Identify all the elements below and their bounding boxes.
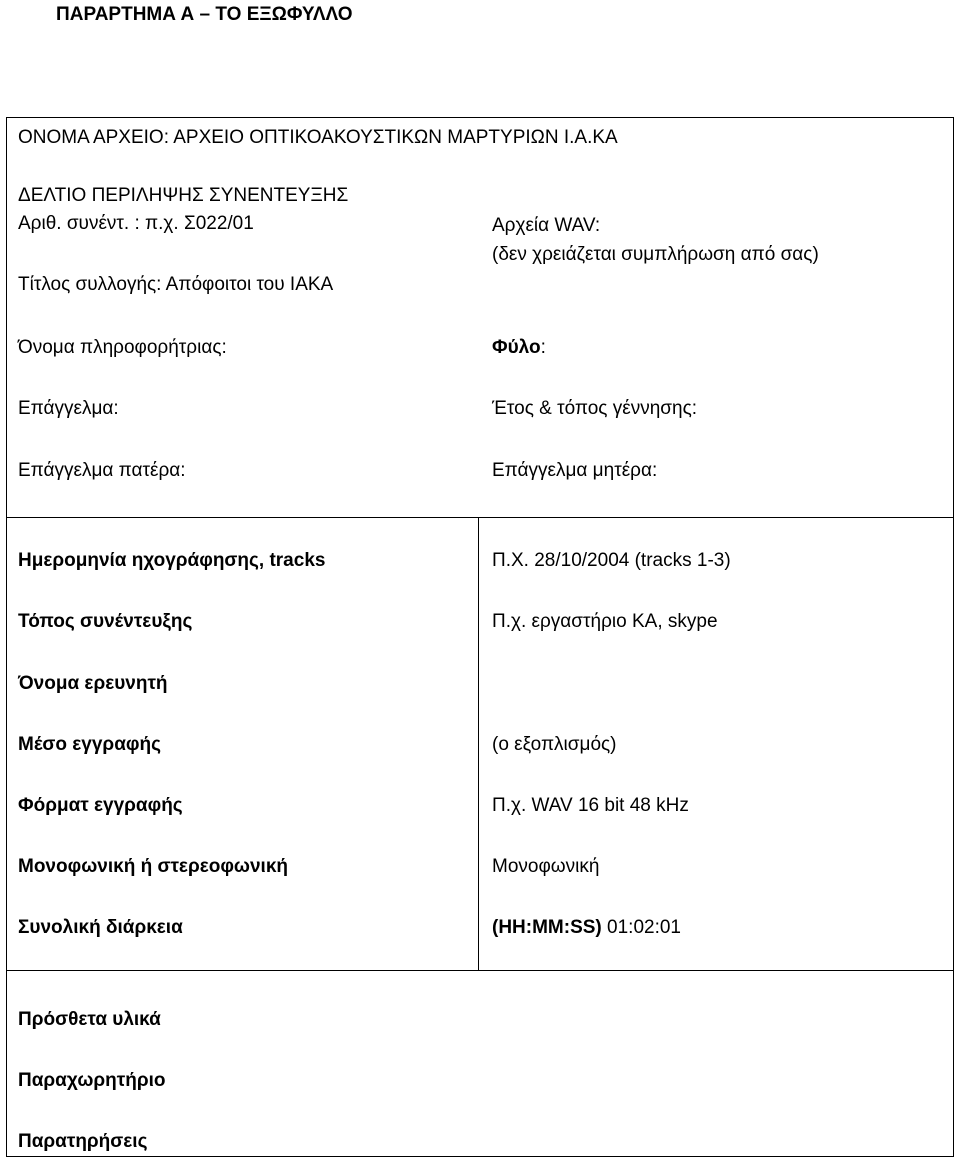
interview-place-value: Π.χ. εργαστήριο ΚΑ, skype (492, 611, 718, 632)
informant-sex-label-text: Φύλο (492, 337, 541, 358)
section-divider (6, 517, 954, 518)
interview-place-label: Τόπος συνέντευξης (18, 611, 193, 632)
wav-files-label-text: Αρχεία WAV (492, 215, 595, 236)
additional-materials-label: Πρόσθετα υλικά (18, 1009, 161, 1030)
interview-number-value: : π.χ. Σ022/01 (129, 213, 254, 234)
section-divider (6, 970, 954, 971)
researcher-name-label: Όνομα ερευνητή (18, 673, 168, 694)
wav-files-label (492, 214, 600, 238)
total-duration (492, 916, 681, 940)
summary-sheet-title: ΔΕΛΤΙΟ ΠΕΡΙΛΗΨΗΣ ΣΥΝΕΝΤΕΥΞΗΣ (18, 185, 349, 206)
recording-medium-label: Μέσο εγγραφής (18, 734, 161, 755)
wav-files-note: (δεν χρειάζεται συμπλήρωση από σας) (492, 244, 819, 265)
mother-occupation-label: Επάγγελμα μητέρα: (492, 460, 658, 481)
informant-sex-colon: : (540, 337, 546, 358)
channels-value: Μονοφωνική (492, 856, 600, 877)
notes-label: Παρατηρήσεις (18, 1131, 148, 1152)
recording-format-value: Π.χ. WAV 16 bit 48 kHz (492, 795, 689, 816)
duration-value: 01:02:01 (601, 917, 682, 938)
recording-format-label: Φόρματ εγγραφής (18, 795, 183, 816)
informant-name-label: Όνομα πληροφορήτριας: (18, 337, 227, 358)
occupation-label: Επάγγελμα: (18, 398, 119, 419)
interview-number-label: Αριθ. συνέντ. (18, 213, 130, 234)
grant-deed-label: Παραχωρητήριο (18, 1070, 166, 1091)
recording-date-label: Ημερομηνία ηχογράφησης, tracks (18, 550, 326, 571)
collection-title-label: Τίτλος συλλογής (18, 274, 157, 295)
father-occupation-label: Επάγγελμα πατέρα: (18, 460, 186, 481)
archive-name: ΟΝΟΜΑ ΑΡΧΕΙΟ: ΑΡΧΕΙΟ ΟΠΤΙΚΟΑΚΟΥΣΤΙΚΩΝ ΜΑΡΤΥΡΙΩΝ Ι.Α.ΚΑ (18, 127, 618, 148)
interview-number (18, 212, 254, 236)
total-duration-label: Συνολική διάρκεια (18, 917, 183, 938)
recording-date-value: Π.Χ. 28/10/2004 (tracks 1-3) (492, 550, 731, 571)
collection-title-value: : Απόφοιτοι του ΙΑΚΑ (156, 274, 334, 295)
birth-label: Έτος & τόπος γέννησης: (492, 398, 698, 419)
informant-sex-label (492, 336, 546, 360)
wav-files-colon: : (594, 215, 601, 236)
collection-title (18, 273, 333, 297)
document-title: ΠΑΡΑΡΤΗΜΑ Α – ΤΟ ΕΞΩΦΥΛΛΟ (56, 4, 353, 25)
channels-label: Μονοφωνική ή στερεοφωνική (18, 856, 289, 877)
recording-medium-value: (ο εξοπλισμός) (492, 734, 617, 755)
column-divider (478, 517, 479, 970)
duration-format: (HH:MM:SS) (492, 917, 602, 938)
